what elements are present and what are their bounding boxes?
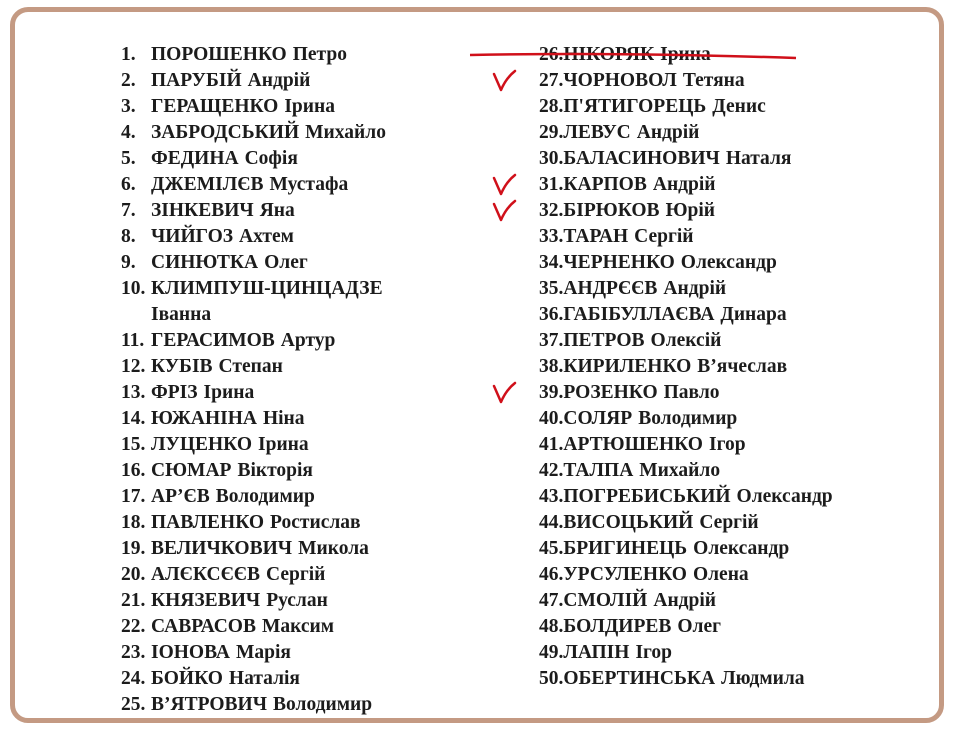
item-surname: ПОГРЕБИСЬКИЙ <box>563 486 731 507</box>
item-given-name: Андрій <box>653 590 717 611</box>
item-number: 9. <box>121 252 136 273</box>
item-surname: БРИГИНЕЦЬ <box>563 538 688 559</box>
item-number: 37. <box>539 330 564 351</box>
item-surname: БАЛАСИНОВИЧ <box>563 148 720 169</box>
list-item <box>539 146 791 172</box>
item-surname: ПАВЛЕНКО <box>151 512 265 533</box>
list-item <box>539 328 721 354</box>
list-item <box>121 380 254 406</box>
item-surname: ТАЛПА <box>563 460 634 481</box>
item-number: 23. <box>121 642 146 663</box>
item-given-name: Олександр <box>736 486 833 507</box>
item-surname: АНДРЄЄВ <box>563 278 658 299</box>
item-number: 27. <box>539 70 564 91</box>
item-surname: АРТЮШЕНКО <box>563 434 703 455</box>
item-number: 35. <box>539 278 564 299</box>
list-item <box>539 224 694 250</box>
list-item <box>539 406 737 432</box>
list-item <box>121 68 310 94</box>
item-surname: ЗІНКЕВИЧ <box>151 200 254 221</box>
list-item <box>539 562 749 588</box>
item-surname: СМОЛІЙ <box>563 590 648 611</box>
item-number: 15. <box>121 434 146 455</box>
item-surname: СОЛЯР <box>563 408 633 429</box>
item-surname: ПЕТРОВ <box>563 330 645 351</box>
list-item <box>121 224 294 250</box>
item-surname: П'ЯТИГОРЕЦЬ <box>563 96 707 117</box>
item-given-name: Олег <box>677 616 721 637</box>
item-number: 34. <box>539 252 564 273</box>
item-surname: КЛИМПУШ-ЦИНЦАДЗЕ <box>151 278 383 299</box>
item-number: 2. <box>121 70 136 91</box>
list-item <box>121 432 309 458</box>
item-given-name: Олександр <box>680 252 777 273</box>
item-given-name: Олег <box>264 252 308 273</box>
list-item <box>121 484 315 510</box>
item-surname: ЛЕВУС <box>563 122 631 143</box>
list-item <box>539 484 833 510</box>
item-given-name: Ахтем <box>239 226 294 247</box>
item-number: 28. <box>539 96 564 117</box>
item-surname: ЧИЙГОЗ <box>151 226 234 247</box>
item-given-name: Артур <box>280 330 336 351</box>
item-number: 30. <box>539 148 564 169</box>
item-given-name: Ірина <box>258 434 309 455</box>
item-given-name: Сергій <box>634 226 694 247</box>
item-given-name: Петро <box>292 44 347 65</box>
item-number: 38. <box>539 356 564 377</box>
item-number: 26. <box>539 44 564 65</box>
list-item <box>539 354 787 380</box>
item-given-name: Ірина <box>284 96 335 117</box>
item-surname: ВИСОЦЬКИЙ <box>563 512 694 533</box>
item-given-name: Олексій <box>650 330 722 351</box>
item-number: 20. <box>121 564 146 585</box>
item-number: 31. <box>539 174 564 195</box>
list-item <box>121 666 300 692</box>
list-item <box>539 640 672 666</box>
item-given-name: Денис <box>712 96 766 117</box>
list-item <box>539 276 726 302</box>
item-surname: БОЛДИРЕВ <box>563 616 672 637</box>
item-given-name: Володимир <box>638 408 738 429</box>
item-given-name: Ігор <box>708 434 746 455</box>
list-item <box>121 94 335 120</box>
item-given-name: Наталя <box>725 148 792 169</box>
list-item <box>539 172 716 198</box>
item-given-name: Степан <box>218 356 283 377</box>
item-number: 21. <box>121 590 146 611</box>
document-frame <box>10 7 944 723</box>
list-item <box>539 302 787 328</box>
item-name-continuation: Іванна <box>151 304 212 325</box>
item-number: 45. <box>539 538 564 559</box>
item-number: 24. <box>121 668 146 689</box>
item-number: 39. <box>539 382 564 403</box>
item-surname: ВЕЛИЧКОВИЧ <box>151 538 293 559</box>
item-surname: ЧЕРНЕНКО <box>563 252 675 273</box>
item-number: 48. <box>539 616 564 637</box>
item-number: 49. <box>539 642 564 663</box>
item-surname: АР’ЄВ <box>151 486 210 507</box>
item-surname: ОБЕРТИНСЬКА <box>563 668 716 689</box>
item-number: 1. <box>121 44 136 65</box>
item-number: 13. <box>121 382 146 403</box>
item-given-name: Людмила <box>721 668 805 689</box>
list-item <box>539 94 766 120</box>
item-given-name: Ірина <box>660 44 711 65</box>
item-number: 12. <box>121 356 146 377</box>
item-number: 41. <box>539 434 564 455</box>
list-item <box>121 328 335 354</box>
item-number: 50. <box>539 668 564 689</box>
item-surname: УРСУЛЕНКО <box>563 564 687 585</box>
list-item <box>121 354 283 380</box>
list-item <box>539 120 699 146</box>
item-given-name: Сергій <box>266 564 326 585</box>
list-item <box>121 406 305 432</box>
item-surname: КАРПОВ <box>563 174 647 195</box>
item-number: 40. <box>539 408 564 429</box>
item-number: 4. <box>121 122 136 143</box>
item-number: 36. <box>539 304 564 325</box>
item-surname: ФРІЗ <box>151 382 198 403</box>
list-item <box>539 68 745 94</box>
item-number: 3. <box>121 96 136 117</box>
list-item <box>539 250 777 276</box>
list-item <box>121 276 389 302</box>
list-item <box>121 510 361 536</box>
item-number: 6. <box>121 174 136 195</box>
item-given-name: Ірина <box>203 382 255 403</box>
list-item <box>539 588 716 614</box>
list-item <box>121 146 298 172</box>
item-number: 22. <box>121 616 146 637</box>
item-number: 19. <box>121 538 146 559</box>
item-given-name: Ростислав <box>270 512 361 533</box>
item-surname: ДЖЕМІЛЄВ <box>151 174 264 195</box>
item-number: 16. <box>121 460 146 481</box>
item-surname: ФЕДИНА <box>151 148 239 169</box>
item-given-name: Вікторія <box>237 460 313 481</box>
item-given-name: Михайло <box>305 122 386 143</box>
item-number: 46. <box>539 564 564 585</box>
item-given-name: Мустафа <box>269 174 349 195</box>
item-given-name: Наталія <box>228 668 300 689</box>
list-item <box>539 458 720 484</box>
item-given-name: Сергій <box>699 512 759 533</box>
list-item <box>121 536 369 562</box>
item-surname: КИРИЛЕНКО <box>563 356 692 377</box>
item-given-name: Володимир <box>273 694 373 715</box>
item-surname: ГАБІБУЛЛАЄВА <box>563 304 715 325</box>
list-item <box>121 198 295 224</box>
list-item <box>539 666 805 692</box>
item-given-name: Тетяна <box>682 70 745 91</box>
item-surname: ЛУЦЕНКО <box>151 434 253 455</box>
item-given-name: Павло <box>663 382 720 403</box>
item-given-name: Софія <box>244 148 298 169</box>
item-given-name: Олександр <box>693 538 790 559</box>
item-given-name: В’ячеслав <box>697 356 788 377</box>
list-item <box>121 42 347 68</box>
item-surname: ПАРУБІЙ <box>151 70 242 91</box>
item-surname: ІОНОВА <box>151 642 230 663</box>
item-surname: САВРАСОВ <box>151 616 256 637</box>
item-number: 5. <box>121 148 136 169</box>
item-surname: ТАРАН <box>563 226 629 247</box>
list-item <box>121 172 348 198</box>
list-item <box>539 42 711 68</box>
item-given-name: Марія <box>235 642 291 663</box>
item-surname: НІКОРЯК <box>563 44 655 65</box>
item-number: 17. <box>121 486 146 507</box>
list-item <box>121 120 386 146</box>
item-surname: ГЕРАСИМОВ <box>151 330 275 351</box>
item-number: 18. <box>121 512 146 533</box>
item-surname: ЗАБРОДСЬКИЙ <box>151 122 300 143</box>
item-given-name: Андрій <box>247 70 311 91</box>
item-given-name: Яна <box>259 200 295 221</box>
item-number: 42. <box>539 460 564 481</box>
item-number: 32. <box>539 200 564 221</box>
item-given-name: Михайло <box>639 460 721 481</box>
list-item <box>539 432 746 458</box>
item-number: 43. <box>539 486 564 507</box>
item-number: 10. <box>121 278 146 299</box>
list-item <box>539 198 715 224</box>
list-item <box>121 640 291 666</box>
item-surname: ЮЖАНІНА <box>151 408 257 429</box>
item-given-name: Микола <box>298 538 369 559</box>
list-item <box>539 536 789 562</box>
item-surname: БІРЮКОВ <box>563 200 660 221</box>
item-surname: ЛАПІН <box>563 642 630 663</box>
item-number: 7. <box>121 200 136 221</box>
item-given-name: Ігор <box>635 642 672 663</box>
item-surname: СЮМАР <box>151 460 232 481</box>
list-item <box>121 250 308 276</box>
item-given-name: Андрій <box>652 174 716 195</box>
list-item <box>539 510 759 536</box>
item-surname: СИНЮТКА <box>151 252 259 273</box>
item-surname: ГЕРАЩЕНКО <box>151 96 279 117</box>
item-surname: АЛЄКСЄЄВ <box>151 564 261 585</box>
item-given-name: Володимир <box>215 486 315 507</box>
item-given-name: Руслан <box>266 590 328 611</box>
item-number: 11. <box>121 330 145 351</box>
item-number: 44. <box>539 512 564 533</box>
item-given-name: Юрій <box>665 200 716 221</box>
list-item <box>539 614 721 640</box>
item-surname: ПОРОШЕНКО <box>151 44 287 65</box>
item-given-name: Андрій <box>663 278 727 299</box>
item-number: 25. <box>121 694 146 715</box>
item-given-name: Максим <box>261 616 335 637</box>
item-surname: БОЙКО <box>151 668 223 689</box>
item-surname: В’ЯТРОВИЧ <box>151 694 268 715</box>
list-item <box>121 692 372 718</box>
item-given-name: Ніна <box>262 408 305 429</box>
item-given-name: Олена <box>692 564 749 585</box>
list-item <box>121 458 313 484</box>
item-number: 14. <box>121 408 146 429</box>
item-number: 8. <box>121 226 136 247</box>
item-surname: ЧОРНОВОЛ <box>563 70 677 91</box>
item-surname: КНЯЗЕВИЧ <box>151 590 261 611</box>
item-surname: КУБІВ <box>151 356 213 377</box>
list-item <box>121 588 328 614</box>
list-item <box>539 380 720 406</box>
item-number: 33. <box>539 226 564 247</box>
item-number: 29. <box>539 122 564 143</box>
list-item <box>121 614 334 640</box>
list-item <box>121 562 325 588</box>
item-given-name: Андрій <box>636 122 700 143</box>
item-surname: РОЗЕНКО <box>563 382 658 403</box>
item-number: 47. <box>539 590 564 611</box>
item-given-name: Динара <box>720 304 787 325</box>
